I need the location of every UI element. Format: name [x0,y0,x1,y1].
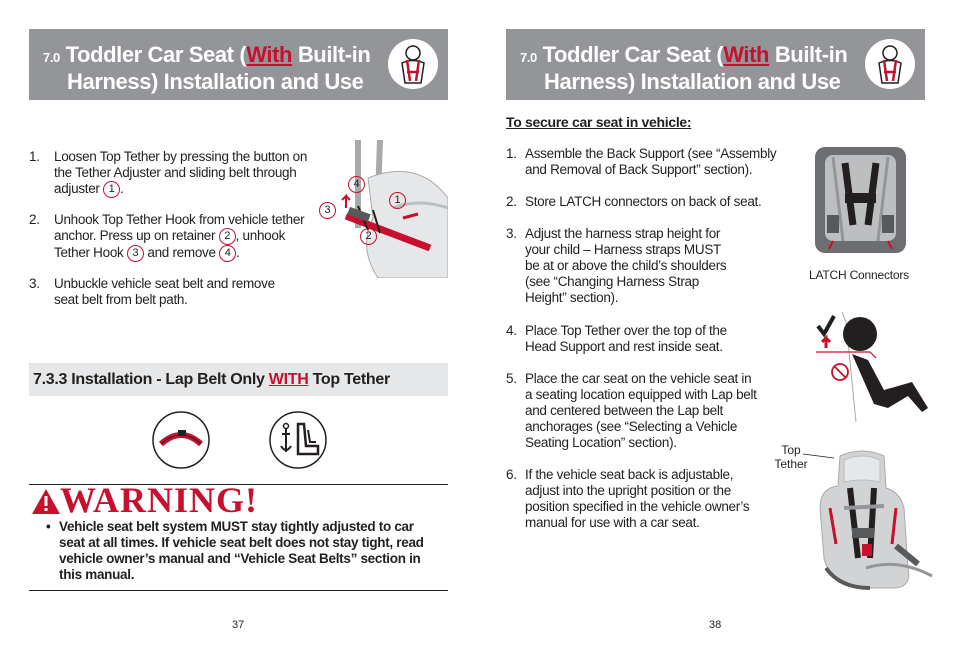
page-number-right: 38 [709,619,722,631]
page-number-left: 37 [232,619,245,631]
section-title: 7.3.3 Installation - Lap Belt Only WITH Top Tether [33,371,390,388]
warning-title: WARNING! [60,480,259,520]
callout-1: 1 [103,181,120,198]
figure-callout-3: 3 [319,202,336,219]
top-tether-caption: Top Tether [774,443,808,471]
figure-callout-4: 4 [348,176,365,193]
latch-connectors-photo [813,145,908,255]
callout-3: 3 [127,245,144,262]
callout-2: 2 [219,228,236,245]
right-header [506,29,925,100]
left-header-title: 7.0 Toddler Car Seat (With Built-in Harness) Installation and Use [43,42,371,94]
warning-bullet: • [46,519,51,534]
callout-4: 4 [219,245,236,262]
warning-text: Vehicle seat belt system MUST stay tightly adjusted to car seat at all times. If vehicle seat belt does not stay tight, read vehicle owner’s manual and “Vehicle Seat Belts” section in this manual. [59,519,424,582]
top-tether-anchor-icon [268,410,328,470]
warning-bottom-rule [29,590,448,591]
lap-belt-icon [151,410,211,470]
right-subtitle: To secure car seat in vehicle: [506,114,692,130]
section-7-3-3-bar [29,363,448,396]
warning-triangle-icon [31,488,61,515]
child-height-diagram [812,312,942,427]
figure-callout-1: 1 [389,192,406,209]
harness-icon [388,39,438,89]
right-header-title: 7.0 Toddler Car Seat (With Built-in Harness) Installation and Use [520,42,848,94]
harness-icon [865,39,915,89]
tether-adjuster-illustration [318,138,448,278]
left-header [29,29,448,100]
latch-caption: LATCH Connectors [809,268,909,282]
figure-callout-2: 2 [360,228,377,245]
car-seat-top-tether-photo [800,448,945,590]
